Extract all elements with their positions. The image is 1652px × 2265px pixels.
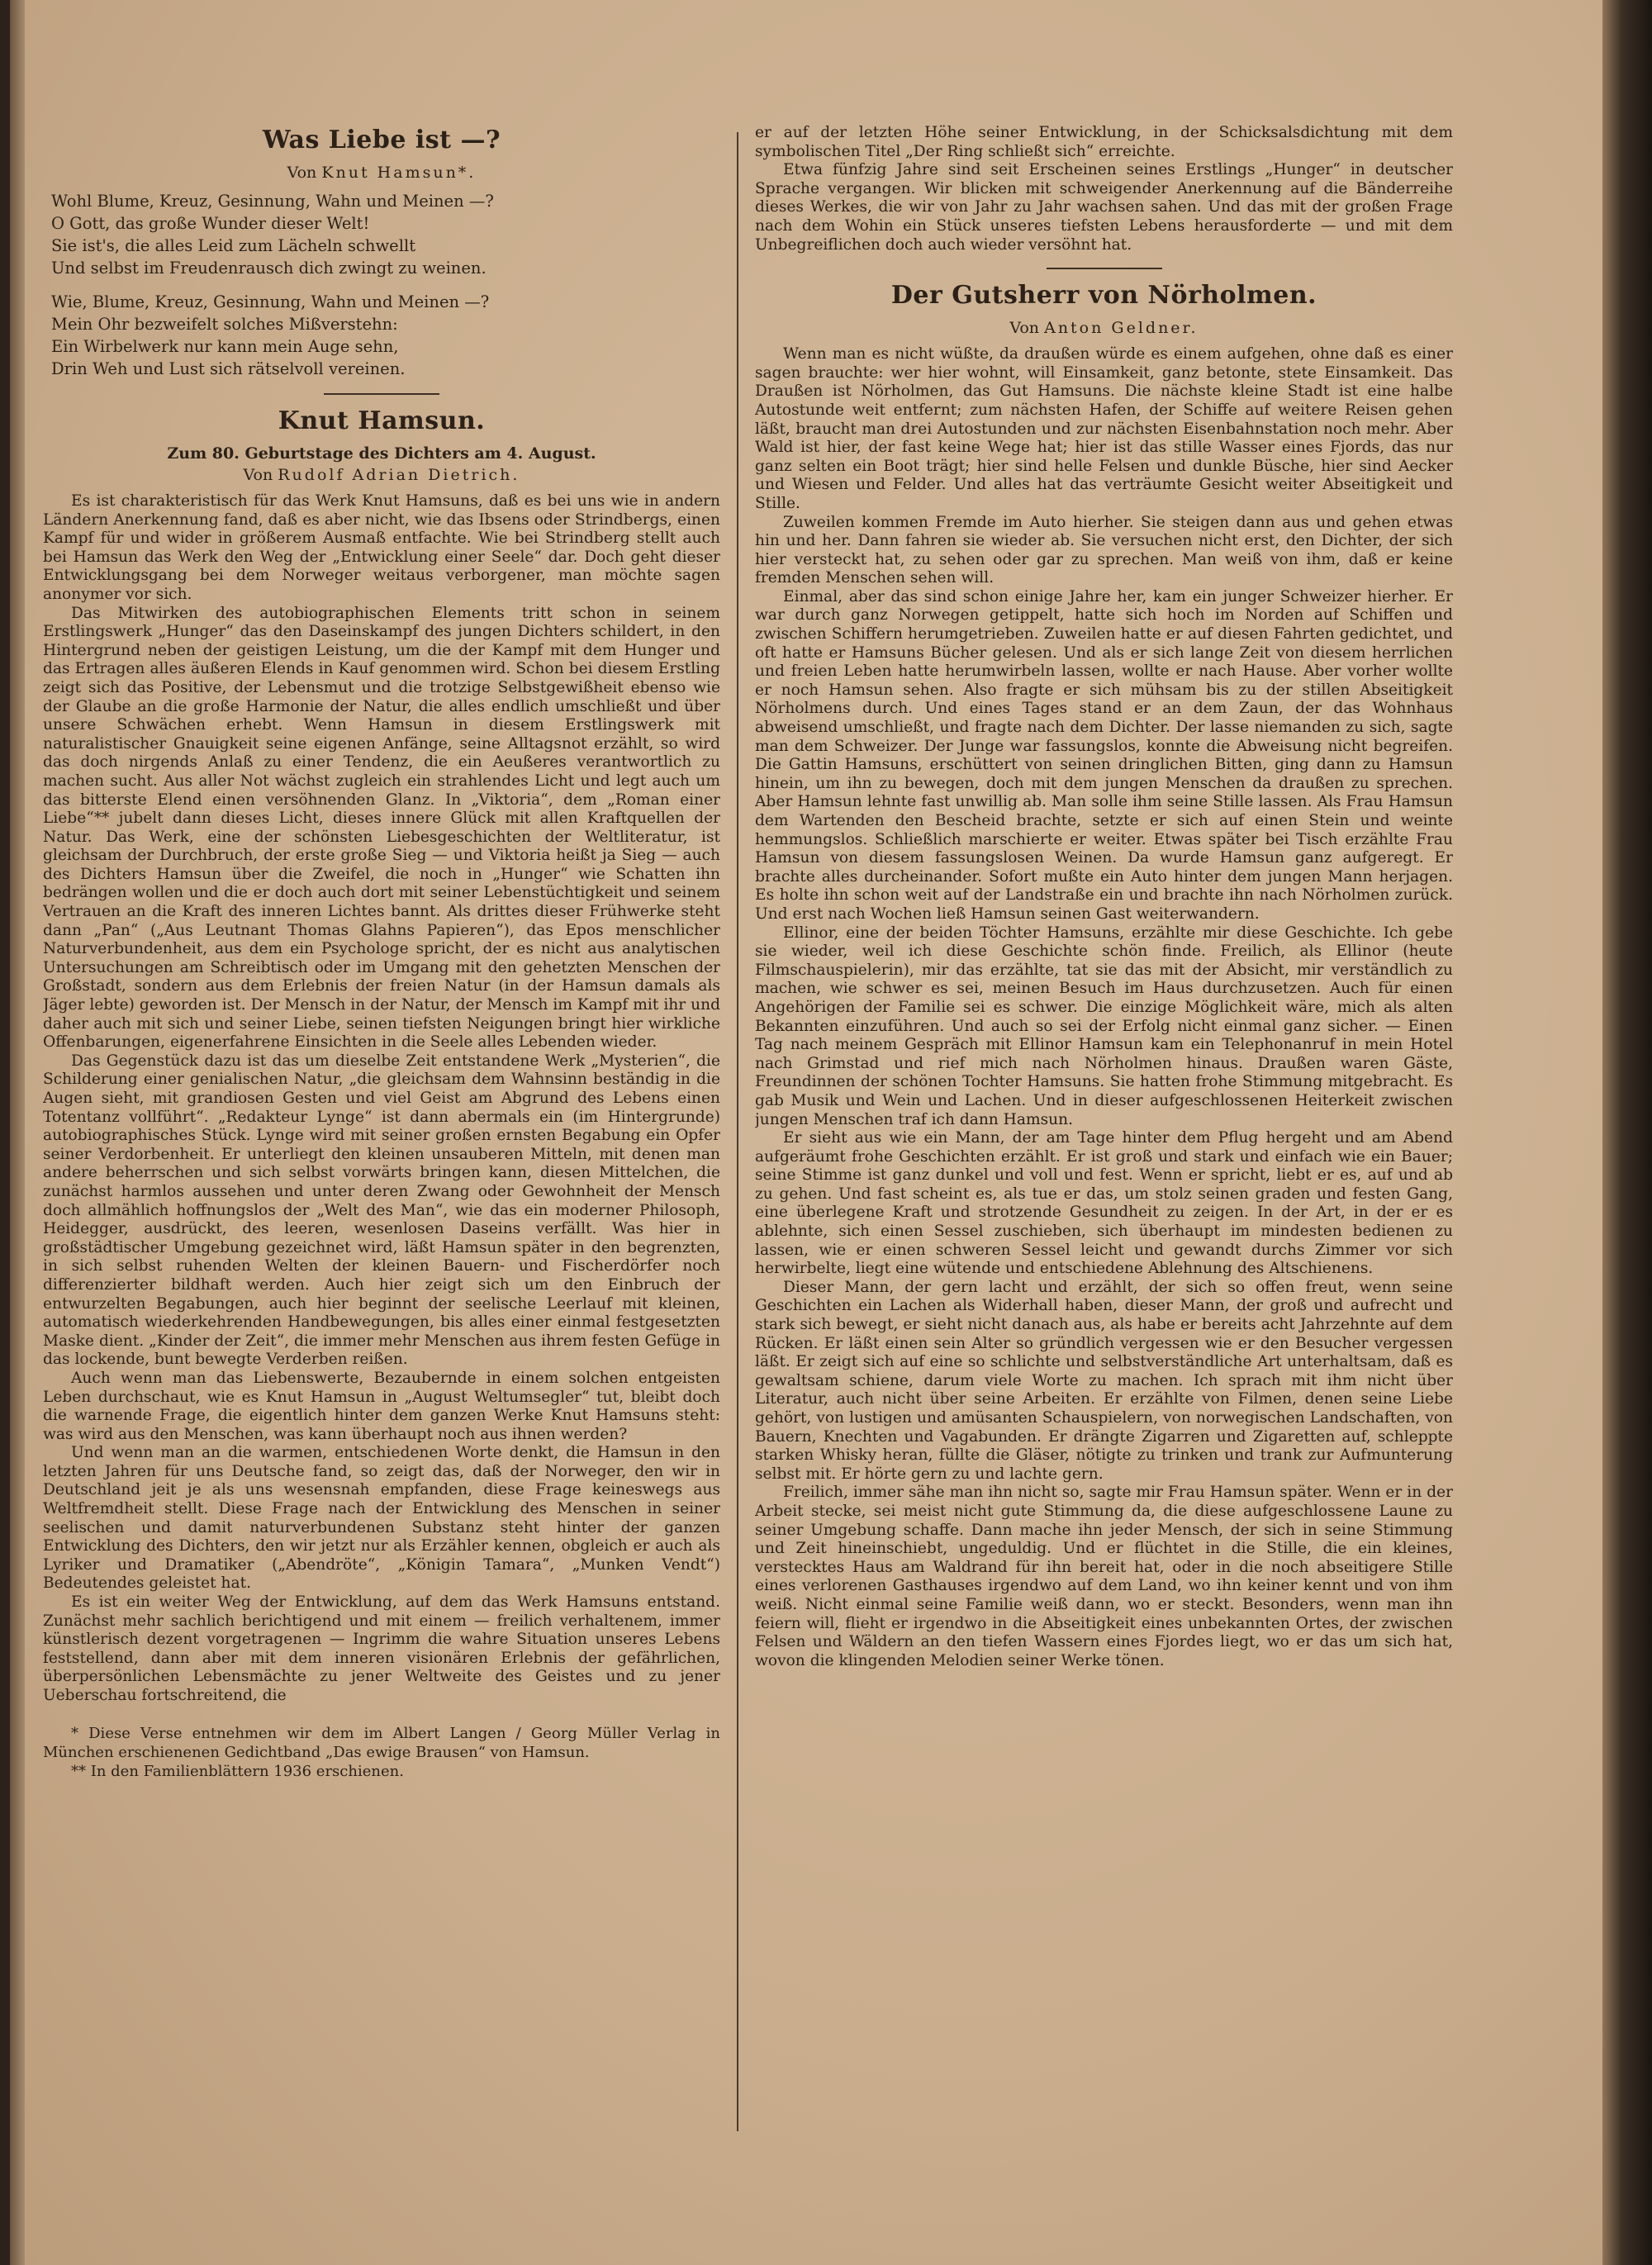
story-byline — [755, 317, 1453, 339]
verse-line: Wie, Blume, Kreuz, Gesinnung, Wahn und Meinen —? — [51, 292, 490, 311]
story-paragraph: Zuweilen kommen Fremde im Auto hierher. Sie steigen dann aus und gehen etwas hin und her. Dann fahren sie wieder ab. Sie versuchen nicht erst, den Dichter, der sich hier versteckt hat, zu sehen oder gar zu sprechen. Man weiß von ihm, daß er keine fremden Menschen sehen will. — [755, 513, 1453, 587]
verse-line: O Gott, das große Wunder dieser Welt! — [51, 214, 370, 233]
verse-line: Ein Wirbelwerk nur kann mein Auge sehn, — [51, 337, 399, 356]
article-paragraph: Auch wenn man das Liebenswerte, Bezaubernde in einem solchen entgeisten Leben durchschaut, wie es Knut Hamsun in „August Weltumsegler“ tut, bleibt doch die warnende Frage, die eigentlich hinter dem ganzen Werke Knut Hamsuns steht: was wird aus den Menschen, was kann überhaupt noch aus ihnen werden? — [43, 1369, 720, 1443]
verse-line: Drin Weh und Lust sich rätselvoll vereinen. — [51, 359, 406, 378]
poem-title: Was Liebe ist —? — [262, 126, 501, 154]
binding-gutter — [10, 0, 25, 2265]
story-paragraph: Er sieht aus wie ein Mann, der am Tage hinter dem Pflug hergeht und am Abend aufgeräumt frohe Geschichten erzählt. Er ist groß und stark und einfach wie ein Bauer; seine Stimme ist ganz dunkel und voll und fest. Wenn er spricht, liebt er es, auf und ab zu gehen. Und fast scheint es, als tue er das, um stolz seinen graden und festen Gang, eine überlegene Kraft und strotzende Gesundheit zu zeigen. In der Art, in der er es ablehnte, sich einen Sessel zuschieben, sich überhaupt im mindesten bedienen zu lassen, wie er einen schweren Sessel leicht und gewandt durchs Zimmer vor sich herwirbelte, liegt eine wütende und entschiedene Ablehnung des Altschienens. — [755, 1129, 1453, 1278]
verse-line: Sie ist's, die alles Leid zum Lächeln schwellt — [51, 236, 416, 255]
article-paragraph: Das Mitwirken des autobiographischen Elements tritt schon in seinem Erstlingswerk „Hunger“ das den Daseinskampf des jungen Dichters schildert, in den Hintergrund neben der geistigen Leistung, um die der Kampf mit dem Hunger und das Ertragen alles äußeren Elends in Kauf genommen wird. Schon bei diesem Erstling zeigt sich das Positive, der Lebensmut und die trotzige Selbstgewißheit ebenso wie der Glaube an die große Harmonie der Natur, die alles endlich umschließt und über unsere Schwächen erhebt. Wenn Hamsun in diesem Erstlingswerk mit naturalistischer Gnauigkeit seine eigenen Anfänge, seine Alltagsnot erzählt, so wird das doch nirgends Anlaß zu einer Tendenz, die ein Aeußeres verantwortlich zu machen sucht. Aus aller Not wächst zugleich ein strahlendes Licht und legt auch um das bitterste Elend einen versöhnenden Glanz. In „Viktoria“, dem „Roman einer Liebe“** jubelt dann dieses Licht, dieses innere Glück mit allen Kraftquellen der Natur. Das Werk, eine der schönsten Liebesgeschichten der Weltliteratur, ist gleichsam der Durchbruch, der erste große Sieg — und Viktoria heißt ja Sieg — auch des Dichters Hamsun über die Zweifel, die noch in „Hunger“ wie Schatten ihn bedrängen wollen und die er doch auch dort mit seiner Lebenstüchtigkeit und seinem Vertrauen an die Kraft des inneren Lichtes bannt. Als drittes dieser Frühwerke steht dann „Pan“ („Aus Leutnant Thomas Glahns Papieren“), das Epos menschlicher Naturverbundenheit, aus dem ein Psychologe spricht, der es nicht aus analytischen Untersuchungen am Schreibtisch oder im Umgang mit den gehetzten Menschen der Großstadt, sondern aus dem Erlebnis der freien Natur (in der Hamsun damals als Jäger lebte) geworden ist. Der Mensch in der Natur, der Mensch im Kampf mit ihr und daher auch mit sich und seiner Liebe, seinen tiefsten Neigungen bringt hier wirkliche Offenbarungen, eigenerfahrene Einsichten in die Seele alles Lebenden wieder. — [43, 604, 720, 1052]
column-rule — [737, 132, 738, 2131]
poem-byline — [43, 162, 720, 183]
footnote: ** In den Familienblättern 1936 erschienen. — [71, 1762, 404, 1780]
poem-stanza-2 — [51, 291, 720, 380]
article-byline-prefix: Von — [243, 466, 273, 484]
verse-line: Mein Ohr bezweifelt solches Mißverstehn: — [51, 315, 398, 334]
poem-author: Knut Hamsun*. — [321, 164, 477, 182]
article-continuation: er auf der letzten Höhe seiner Entwicklung, in der Schicksalsdichtung mit dem symbolischen Titel „Der Ring schließt sich“ erreichte. — [755, 124, 1453, 160]
page-edge-shadow — [1602, 0, 1652, 2265]
verse-line: Wohl Blume, Kreuz, Gesinnung, Wahn und Meinen —? — [51, 192, 494, 211]
article-paragraph: Das Gegenstück dazu ist das um dieselbe Zeit entstandene Werk „Mysterien“, die Schilderung einer genialischen Natur, „die gleichsam dem Wahnsinn beständig in die Augen sieht, mit grandiosen Gesten und viel Geist am Abgrund des Lebens einen Totentanz vollführt“. „Redakteur Lynge“ ist dann abermals ein (im Hintergrunde) autobiographisches Stück. Lynge wird mit seiner großen ernsten Begabung ein Opfer seiner Verdorbenheit. Er unterliegt den kleinen unsauberen Mitteln, mit denen man andere beherrschen und sich selbst vorwärts bringen kann, diesen Mittelchen, die zunächst harmlos aussehen und unter deren Zwang oder Gewohnheit der Mensch doch allmählich hoffnungslos der „Welt des Man“, wie das ein moderner Philosoph, Heidegger, ausdrückt, des leeren, wesenlosen Daseins verfällt. Was hier in großstädtischer Umgebung gezeichnet wird, läßt Hamsun später in den begrenzten, in sich selbst ruhenden Welten der kleinen Bauern- und Fischerdörfer noch differenzierter bildhaft werden. Auch hier zeigt sich um den Einbruch der entwurzelten Begabungen, auch hier beginnt der seelische Leerlauf mit kleinen, automatisch wiederkehrenden Handbewegungen, bis alles einer einmal festgesetzten Maske dient. „Kinder der Zeit“, die immer mehr Menschen aus ihrem festen Gefüge in das lockende, bunt bewegte Verderben reißen. — [43, 1052, 720, 1369]
article-continuation: Etwa fünfzig Jahre sind seit Erscheinen seines Erstlings „Hunger“ in deutscher Sprache vergangen. Wir blicken mit schweigender Anerkennung auf die Bänderreihe dieses Werkes, die wir von Jahr zu Jahr wachsen sahen. Und das mit der großen Frage nach dem Wohin ein Stück unseres tiefsten Lebens herausforderte — und mit dem Unbegreiflichen doch auch wieder versöhnt hat. — [755, 161, 1453, 254]
article-title: Knut Hamsun. — [278, 406, 486, 435]
story-paragraph: Freilich, immer sähe man ihn nicht so, sagte mir Frau Hamsun später. Wenn er in der Arbeit stecke, sei meist nicht gute Stimmung da, die diese aufgeschlossene Laune zu seiner Umgebung schaffe. Dann mache ihn jeder Mensch, der sich in seine Stimmung und Zeit hineinschiebt, ungeduldig. Und er flüchtet in die Stille, die ein kleines, verstecktes Haus am Waldrand für ihn bereit hat, oder in die noch abseitigere Stille eines verlorenen Gasthauses irgendwo auf dem Land, wo ihn keiner kennt und von ihm weiß. Nicht einmal seine Familie weiß dann, wo er steckt. Besonders, wenn man ihn feiern will, flieht er irgendwo in die Abseitigkeit eines unbekannten Ortes, der zwischen Felsen und Wäldern an den tiefen Wassern eines Fjordes liegt, wo er das um sich hat, wovon die klingenden Melodien seiner Werke tönen. — [755, 1484, 1453, 1669]
story-paragraph: Wenn man es nicht wüßte, da draußen würde es einem aufgehen, ohne daß es einer sagen brauchte: wer hier wohnt, will Einsamkeit, ganz betonte, stete Einsamkeit. Das Draußen ist Nörholmen, das Gut Hamsuns. Die nächste kleine Stadt ist eine halbe Autostunde weit entfernt; zum nächsten Hafen, der Schiffe auf weitere Reisen gehen läßt, braucht man drei Autostunden und zur nächsten Eisenbahnstation noch mehr. Aber Wald ist hier, der fast keine Wege hat; hier ist das stille Wasser eines Fjords, das nur ganz selten ein Boot trägt; hier sind helle Felsen und dunkle Büsche, hier sind Aecker und Wiesen und Felder. Und alles hat das verträumte Gesicht weiter Abseitigkeit und Stille. — [755, 345, 1453, 512]
article-byline — [43, 464, 720, 486]
article-paragraph: Und wenn man an die warmen, entschiedenen Worte denkt, die Hamsun in den letzten Jahren für uns Deutsche fand, so zeigt das, daß der Norweger, den wir in Deutschland jeit je als uns wesensnah empfanden, diese Frage keineswegs aus Weltfremdheit stellt. Diese Frage nach der Entwicklung des Menschen in seiner seelischen und damit naturverbundenen Substanz steht hinter der ganzen Entwicklung des Dichters, den wir jetzt nur als Erzähler kennen, obgleich er auch als Lyriker und Dramatiker („Abendröte“, „Königin Tamara“, „Munken Vendt“) Bedeutendes geleistet hat. — [43, 1444, 720, 1593]
footnotes — [43, 1724, 720, 1781]
left-column — [43, 124, 720, 2239]
story-byline-prefix: Von — [1009, 319, 1040, 338]
poem-byline-prefix: Von — [287, 164, 317, 182]
poem-stanza-1 — [51, 190, 720, 279]
story-paragraph: Ellinor, eine der beiden Töchter Hamsuns, erzählte mir diese Geschichte. Ich gebe sie wieder, weil ich diese Geschichte schön finde. Freilich, als Ellinor (heute Filmschauspielerin), mir das erzählte, tat sie das mit der Absicht, mir verständlich zu machen, wie schwer es sei, meinen Besuch im Haus durchzusetzen. Auch für einen Angehörigen der Familie sei es schwer. Die einzige Möglichkeit wäre, mich als alten Bekannten einzuführen. Und auch so sei der Erfolg nicht einmal ganz sicher. — Einen Tag nach meinem Gespräch mit Ellinor Hamsun kam ein Telephonanruf in mein Hotel nach Grimstad und rief mich nach Nörholmen hinaus. Draußen waren Gäste, Freundinnen der schönen Tochter Hamsuns. Sie hatten frohe Stimmung mitgebracht. Es gab Musik und Wein und Lachen. Und in dieser aufgeschlossenen Heiterkeit zwischen jungen Menschen traf ich dann Hamsun. — [755, 924, 1453, 1128]
article-paragraph: Es ist ein weiter Weg der Entwicklung, auf dem das Werk Hamsuns entstand. Zunächst mehr sachlich berichtigend und mit einem — freilich verhaltenem, immer künstlerisch dezent vorgetragenen — Ingrimm die wahre Situation unseres Lebens feststellend, dann aber mit dem inneren visionären Erlebnis der gefährlichen, überpersönlichen Lebensmächte zu jener Weltweite des Geistes und zu jener Ueberschau fortschreitend, die — [43, 1593, 720, 1704]
story-title: Der Gutsherr von Nörholmen. — [890, 281, 1317, 311]
article-subtitle: Zum 80. Geburtstage des Dichters am 4. August. — [167, 444, 596, 463]
verse-line: Und selbst im Freudenrausch dich zwingt zu weinen. — [51, 259, 487, 278]
story-paragraph: Dieser Mann, der gern lacht und erzählt, der sich so offen freut, wenn seine Geschichten ein Lachen als Widerhall haben, dieser Mann, der groß und aufrecht und stark sich bewegt, er sieht nicht danach aus, als habe er bereits acht Jahrzehnte auf dem Rücken. Er läßt einen sein Alter so gründlich vergessen wie er den Besucher vergessen läßt. Er zeigt sich auf eine so schlichte und selbstverständliche Art unterhaltsam, daß es gewaltsam schiene, darum viele Worte zu machen. Ich sprach mit ihm nicht über Literatur, auch nicht über seine Arbeiten. Er erzählte von Filmen, denen seine Liebe gehört, von lustigen und amüsanten Schauspielern, von norwegischen Landschaften, von Bauern, Knechten und Vagabunden. Er drängte Zigarren und Zigaretten auf, schleppte starken Whisky heran, füllte die Gläser, nötigte zu trinken und trank zur Aufmunterung selbst mit. Er hörte gern zu und lachte gern. — [755, 1278, 1453, 1483]
story-author: Anton Geldner. — [1044, 319, 1199, 338]
newspaper-page — [10, 0, 1602, 2265]
footnote: * Diese Verse entnehmen wir dem im Albert Langen / Georg Müller Verlag in München erschienenen Gedichtband „Das ewige Brausen“ von Hamsun. — [43, 1724, 720, 1761]
section-divider — [1047, 268, 1162, 269]
article-paragraph: Es ist charakteristisch für das Werk Knut Hamsuns, daß es bei uns wie in andern Ländern Anerkennung fand, daß es aber nicht, wie das Ibsens oder Strindbergs, einen Kampf für und wider in größerem Ausmaß entfachte. Wie bei Strindberg stellt auch bei Hamsun das Werk den Weg der „Entwicklung einer Seele“ dar. Doch geht dieser Entwicklungsgang bei dem Norweger weitaus verborgener, man möchte sagen anonymer vor sich. — [43, 492, 720, 603]
section-divider — [324, 393, 439, 395]
story-paragraph: Einmal, aber das sind schon einige Jahre her, kam ein junger Schweizer hierher. Er war durch ganz Norwegen getippelt, hatte sich hoch im Norden auf Schiffen und zwischen Schiffern herumgetrieben. Zuweilen hatte er auf diesen Fahrten gedichtet, und oft hatte er Hamsuns Bücher gelesen. Und als er sich lange Zeit von diesem herrlichen und freien Leben hatte herumwirbeln lassen, wollte er nach Hause. Aber vorher wollte er noch Hamsun sehen. Also fragte er sich mühsam bis zu der stillen Abseitigkeit Nörholmens durch. Und eines Tages stand er an dem Zaun, der das Wohnhaus abweisend umschließt, und fragte nach dem Dichter. Der lasse niemanden zu sich, sagte man dem Schweizer. Der Junge war fassungslos, konnte die Abweisung nicht begreifen. Die Gattin Hamsuns, erschüttert von seinen dringlichen Bitten, ging dann zu Hamsun hinein, um ihn zu bewegen, doch mit dem jungen Menschen da draußen zu sprechen. Aber Hamsun lehnte fast unwillig ab. Man solle ihm seine Stille lassen. Als Frau Hamsun dem Wartenden den Bescheid brachte, setzte er sich auf einen Stein und weinte hemmungslos. Schließlich marschierte er weiter. Etwas später bei Tisch erzählte Frau Hamsun von diesem fassungslosen Weinen. Da wurde Hamsun ganz aufgeregt. Er brachte alles durcheinander. Sofort mußte ein Auto hinter dem jungen Mann herjagen. Es holte ihn schon weit auf der Landstraße ein und brachte ihn nach Nörholmen zurück. Und erst nach Wochen ließ Hamsun seinen Gast weiterwandern. — [755, 587, 1453, 923]
right-column — [755, 124, 1453, 2239]
article-author: Rudolf Adrian Dietrich. — [278, 466, 520, 484]
